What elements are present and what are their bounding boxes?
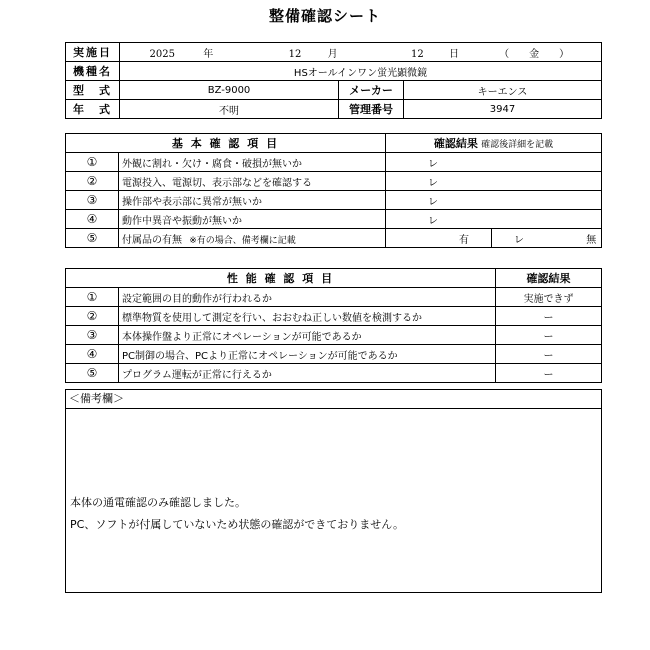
info-table (65, 42, 602, 119)
machine-value: HSオールインワン蛍光顕微鏡 (120, 62, 602, 81)
year-model-value: 不明 (120, 100, 339, 119)
row-number: ④ (66, 345, 119, 364)
table-row (66, 229, 602, 248)
row-number: ② (66, 172, 119, 191)
machine-row (66, 62, 602, 81)
model-row (66, 81, 602, 100)
basic-check-table (65, 133, 602, 248)
date-month-unit: 月 (327, 48, 338, 60)
table-row (66, 326, 602, 345)
check-item: 設定範囲の目的動作が行われるか (119, 288, 496, 307)
check-item: 電源投入、電源切、表示部などを確認する (119, 172, 386, 191)
row-number: ② (66, 307, 119, 326)
date-label: 実施日 (66, 43, 120, 62)
remarks-box (65, 389, 602, 593)
row-number: ④ (66, 210, 119, 229)
date-row (66, 43, 602, 62)
check-item: 本体操作盤より正常にオペレーションが可能であるか (119, 326, 496, 345)
accessory-label: 付属品の有無 (122, 234, 182, 246)
basic-result-header-cell (386, 134, 602, 153)
row-number: ① (66, 288, 119, 307)
accessory-no-cell (492, 229, 602, 248)
table-row (66, 345, 602, 364)
table-row (66, 172, 602, 191)
maker-value: キーエンス (404, 81, 602, 100)
accessory-mark: レ (514, 234, 524, 246)
accessory-note: ※有の場合、備考欄に記載 (189, 235, 296, 246)
date-month: 12 (288, 48, 302, 60)
year-model-label: 年 式 (66, 100, 120, 119)
check-result: ー (496, 364, 602, 383)
basic-header: 基 本 確 認 項 目 (66, 134, 386, 153)
row-number: ① (66, 153, 119, 172)
table-row (66, 210, 602, 229)
mgmt-value: 3947 (404, 100, 602, 119)
table-row (66, 364, 602, 383)
date-day: 12 (411, 48, 424, 60)
sheet-title: 整備確認シート (268, 7, 381, 25)
check-item: プログラム運転が正常に行えるか (119, 364, 496, 383)
accessory-yes: 有 (386, 229, 492, 248)
accessory-no: 無 (586, 234, 597, 246)
year-model-row (66, 100, 602, 119)
model-value: BZ-9000 (120, 81, 339, 100)
check-item: PC制御の場合、PCより正常にオペレーションが可能であるか (119, 345, 496, 364)
perf-header-row (66, 269, 602, 288)
table-row (66, 307, 602, 326)
check-result: 実施できず (496, 288, 602, 307)
basic-header-row (66, 134, 602, 153)
maker-label: メーカー (339, 81, 404, 100)
table-row (66, 191, 602, 210)
date-weekday: （ 金 ） (499, 48, 570, 60)
perf-result-header: 確認結果 (496, 269, 602, 288)
remarks-line-2: PC、ソフトが付属していないため状態の確認ができておりません。 (70, 518, 404, 531)
check-item: 標準物質を使用して測定を行い、おおむね正しい数値を検測するか (119, 307, 496, 326)
remarks-header: ＜備考欄＞ (66, 390, 601, 409)
model-label: 型 式 (66, 81, 120, 100)
check-result: レ (386, 172, 602, 191)
check-result: ー (496, 345, 602, 364)
table-row (66, 288, 602, 307)
row-number: ⑤ (66, 229, 119, 248)
mgmt-label: 管理番号 (339, 100, 404, 119)
check-result: ー (496, 307, 602, 326)
check-item (119, 229, 386, 248)
check-item: 操作部や表示部に異常が無いか (119, 191, 386, 210)
date-day-unit: 日 (448, 48, 459, 60)
row-number: ③ (66, 326, 119, 345)
basic-result-header: 確認結果 (433, 137, 478, 150)
machine-label: 機種名 (66, 62, 120, 81)
date-year-unit: 年 (203, 48, 214, 60)
basic-result-note: 確認後詳細を記載 (481, 140, 554, 150)
check-result: ー (496, 326, 602, 345)
row-number: ③ (66, 191, 119, 210)
check-result: レ (386, 153, 602, 172)
date-year: 2025 (149, 48, 175, 60)
table-row (66, 153, 602, 172)
performance-check-table (65, 268, 602, 383)
remarks-line-1: 本体の通電確認のみ確認しました。 (70, 496, 246, 509)
row-number: ⑤ (66, 364, 119, 383)
date-value (120, 43, 602, 62)
check-result: レ (386, 210, 602, 229)
check-item: 外観に割れ・欠け・腐食・破損が無いか (119, 153, 386, 172)
perf-header: 性 能 確 認 項 目 (66, 269, 496, 288)
check-result: レ (386, 191, 602, 210)
check-item: 動作中異音や振動が無いか (119, 210, 386, 229)
